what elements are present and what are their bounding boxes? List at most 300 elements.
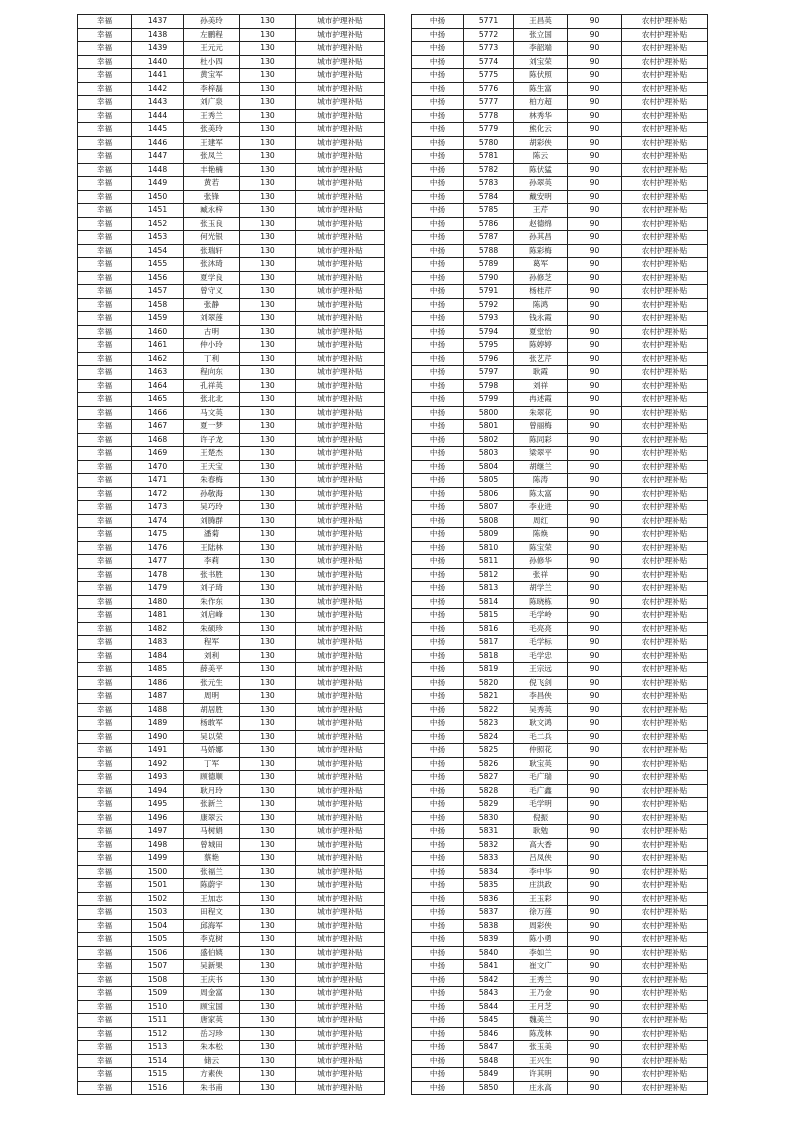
serial-number-cell: 1442 (132, 82, 184, 96)
name-cell: 耿宝英 (514, 757, 568, 771)
right-subsidy-table (411, 14, 708, 1095)
serial-number-cell: 1463 (132, 366, 184, 380)
table-row (412, 15, 708, 29)
serial-number-cell: 5778 (464, 109, 514, 123)
serial-number-cell: 5792 (464, 298, 514, 312)
subsidy-type-cell: 农村护理补贴 (622, 960, 708, 974)
table-row (412, 960, 708, 974)
name-cell: 孙修芝 (514, 271, 568, 285)
table-row (412, 514, 708, 528)
table-row (78, 244, 385, 258)
serial-number-cell: 1453 (132, 231, 184, 245)
area-cell: 中扬 (412, 163, 464, 177)
subsidy-type-cell: 农村护理补贴 (622, 1014, 708, 1028)
amount-cell: 130 (240, 487, 296, 501)
name-cell: 冉述霞 (514, 393, 568, 407)
subsidy-type-cell: 农村护理补贴 (622, 838, 708, 852)
subsidy-type-cell: 农村护理补贴 (622, 784, 708, 798)
amount-cell: 90 (568, 676, 622, 690)
serial-number-cell: 5786 (464, 217, 514, 231)
area-cell: 中扬 (412, 703, 464, 717)
area-cell: 幸福 (78, 514, 132, 528)
name-cell: 张福兰 (184, 865, 240, 879)
table-row (412, 879, 708, 893)
name-cell: 吴新果 (184, 960, 240, 974)
subsidy-type-cell: 农村护理补贴 (622, 298, 708, 312)
amount-cell: 130 (240, 150, 296, 164)
serial-number-cell: 5829 (464, 798, 514, 812)
amount-cell: 90 (568, 717, 622, 731)
amount-cell: 90 (568, 744, 622, 758)
subsidy-type-cell: 农村护理补贴 (622, 676, 708, 690)
area-cell: 中扬 (412, 717, 464, 731)
table-row (412, 1014, 708, 1028)
subsidy-type-cell: 农村护理补贴 (622, 109, 708, 123)
name-cell: 崔文广 (514, 960, 568, 974)
subsidy-type-cell: 城市护理补贴 (296, 96, 385, 110)
name-cell: 李梓磊 (184, 82, 240, 96)
subsidy-type-cell: 农村护理补贴 (622, 730, 708, 744)
serial-number-cell: 5783 (464, 177, 514, 191)
area-cell: 幸福 (78, 663, 132, 677)
table-row (412, 96, 708, 110)
serial-number-cell: 5821 (464, 690, 514, 704)
area-cell: 幸福 (78, 339, 132, 353)
serial-number-cell: 5842 (464, 973, 514, 987)
subsidy-type-cell: 城市护理补贴 (296, 271, 385, 285)
serial-number-cell: 1507 (132, 960, 184, 974)
subsidy-type-cell: 城市护理补贴 (296, 744, 385, 758)
subsidy-type-cell: 农村护理补贴 (622, 217, 708, 231)
subsidy-type-cell: 城市护理补贴 (296, 622, 385, 636)
amount-cell: 90 (568, 42, 622, 56)
table-row (412, 663, 708, 677)
subsidy-type-cell: 农村护理补贴 (622, 555, 708, 569)
amount-cell: 90 (568, 528, 622, 542)
amount-cell: 90 (568, 771, 622, 785)
name-cell: 朱书甫 (184, 1081, 240, 1095)
area-cell: 中扬 (412, 892, 464, 906)
subsidy-type-cell: 农村护理补贴 (622, 933, 708, 947)
table-row (412, 892, 708, 906)
amount-cell: 130 (240, 474, 296, 488)
serial-number-cell: 1443 (132, 96, 184, 110)
table-row (78, 352, 385, 366)
amount-cell: 130 (240, 541, 296, 555)
amount-cell: 130 (240, 15, 296, 29)
table-row (412, 244, 708, 258)
amount-cell: 130 (240, 217, 296, 231)
name-cell: 梁翠平 (514, 447, 568, 461)
subsidy-type-cell: 农村护理补贴 (622, 136, 708, 150)
area-cell: 中扬 (412, 663, 464, 677)
table-row (78, 771, 385, 785)
name-cell: 陈茂林 (514, 1027, 568, 1041)
subsidy-type-cell: 农村护理补贴 (622, 1041, 708, 1055)
amount-cell: 130 (240, 447, 296, 461)
subsidy-type-cell: 城市护理补贴 (296, 973, 385, 987)
serial-number-cell: 5819 (464, 663, 514, 677)
name-cell: 薛美平 (184, 663, 240, 677)
table-row (412, 271, 708, 285)
name-cell: 王庆书 (184, 973, 240, 987)
table-row (412, 285, 708, 299)
table-row (78, 973, 385, 987)
table-row (412, 933, 708, 947)
amount-cell: 130 (240, 96, 296, 110)
amount-cell: 130 (240, 420, 296, 434)
table-row (78, 811, 385, 825)
name-cell: 周红 (514, 514, 568, 528)
area-cell: 中扬 (412, 433, 464, 447)
amount-cell: 130 (240, 690, 296, 704)
name-cell: 马树娟 (184, 825, 240, 839)
amount-cell: 130 (240, 177, 296, 191)
serial-number-cell: 5844 (464, 1000, 514, 1014)
amount-cell: 90 (568, 1081, 622, 1095)
subsidy-type-cell: 城市护理补贴 (296, 28, 385, 42)
serial-number-cell: 5804 (464, 460, 514, 474)
name-cell: 顾宝国 (184, 1000, 240, 1014)
area-cell: 幸福 (78, 838, 132, 852)
area-cell: 幸福 (78, 271, 132, 285)
table-row (78, 879, 385, 893)
table-row (78, 1014, 385, 1028)
area-cell: 幸福 (78, 501, 132, 515)
serial-number-cell: 1437 (132, 15, 184, 29)
serial-number-cell: 1516 (132, 1081, 184, 1095)
subsidy-type-cell: 城市护理补贴 (296, 852, 385, 866)
subsidy-type-cell: 农村护理补贴 (622, 487, 708, 501)
amount-cell: 130 (240, 784, 296, 798)
table-row (78, 298, 385, 312)
area-cell: 中扬 (412, 123, 464, 137)
table-row (412, 1041, 708, 1055)
amount-cell: 90 (568, 595, 622, 609)
area-cell: 幸福 (78, 703, 132, 717)
subsidy-type-cell: 城市护理补贴 (296, 609, 385, 623)
name-cell: 刘子琦 (184, 582, 240, 596)
name-cell: 曾丽梅 (514, 420, 568, 434)
table-row (78, 892, 385, 906)
amount-cell: 130 (240, 1081, 296, 1095)
area-cell: 中扬 (412, 906, 464, 920)
area-cell: 中扬 (412, 1041, 464, 1055)
serial-number-cell: 5827 (464, 771, 514, 785)
amount-cell: 130 (240, 352, 296, 366)
subsidy-type-cell: 农村护理补贴 (622, 1027, 708, 1041)
name-cell: 李如兰 (514, 946, 568, 960)
subsidy-type-cell: 农村护理补贴 (622, 744, 708, 758)
serial-number-cell: 5779 (464, 123, 514, 137)
amount-cell: 130 (240, 973, 296, 987)
name-cell: 孙美玲 (184, 15, 240, 29)
subsidy-type-cell: 城市护理补贴 (296, 258, 385, 272)
table-row (78, 366, 385, 380)
table-row (78, 28, 385, 42)
name-cell: 杜小四 (184, 55, 240, 69)
table-row (78, 825, 385, 839)
area-cell: 幸福 (78, 798, 132, 812)
area-cell: 中扬 (412, 636, 464, 650)
table-row (412, 906, 708, 920)
subsidy-type-cell: 城市护理补贴 (296, 136, 385, 150)
subsidy-type-cell: 城市护理补贴 (296, 325, 385, 339)
area-cell: 幸福 (78, 676, 132, 690)
amount-cell: 130 (240, 919, 296, 933)
table-row (412, 865, 708, 879)
area-cell: 幸福 (78, 919, 132, 933)
serial-number-cell: 1475 (132, 528, 184, 542)
amount-cell: 90 (568, 663, 622, 677)
amount-cell: 90 (568, 190, 622, 204)
table-row (412, 703, 708, 717)
amount-cell: 90 (568, 366, 622, 380)
table-row (412, 609, 708, 623)
serial-number-cell: 1503 (132, 906, 184, 920)
name-cell: 毛学明 (514, 798, 568, 812)
area-cell: 幸福 (78, 474, 132, 488)
name-cell: 曾守义 (184, 285, 240, 299)
serial-number-cell: 5839 (464, 933, 514, 947)
area-cell: 中扬 (412, 649, 464, 663)
area-cell: 幸福 (78, 852, 132, 866)
subsidy-type-cell: 农村护理补贴 (622, 811, 708, 825)
serial-number-cell: 1493 (132, 771, 184, 785)
amount-cell: 130 (240, 811, 296, 825)
subsidy-type-cell: 城市护理补贴 (296, 906, 385, 920)
name-cell: 陈宝荣 (514, 541, 568, 555)
serial-number-cell: 5850 (464, 1081, 514, 1095)
serial-number-cell: 1514 (132, 1054, 184, 1068)
name-cell: 张新兰 (184, 798, 240, 812)
subsidy-type-cell: 农村护理补贴 (622, 609, 708, 623)
table-row (412, 433, 708, 447)
name-cell: 盛伯姨 (184, 946, 240, 960)
name-cell: 陈鸿 (514, 298, 568, 312)
subsidy-type-cell: 农村护理补贴 (622, 325, 708, 339)
amount-cell: 90 (568, 960, 622, 974)
amount-cell: 90 (568, 906, 622, 920)
amount-cell: 90 (568, 1014, 622, 1028)
serial-number-cell: 5795 (464, 339, 514, 353)
name-cell: 方素侠 (184, 1068, 240, 1082)
amount-cell: 130 (240, 123, 296, 137)
table-row (78, 501, 385, 515)
area-cell: 中扬 (412, 582, 464, 596)
name-cell: 徐万莲 (514, 906, 568, 920)
serial-number-cell: 5803 (464, 447, 514, 461)
subsidy-type-cell: 城市护理补贴 (296, 811, 385, 825)
serial-number-cell: 5771 (464, 15, 514, 29)
area-cell: 幸福 (78, 420, 132, 434)
amount-cell: 90 (568, 568, 622, 582)
name-cell: 田程文 (184, 906, 240, 920)
subsidy-type-cell: 农村护理补贴 (622, 690, 708, 704)
serial-number-cell: 1449 (132, 177, 184, 191)
serial-number-cell: 1465 (132, 393, 184, 407)
area-cell: 幸福 (78, 28, 132, 42)
serial-number-cell: 1485 (132, 663, 184, 677)
amount-cell: 130 (240, 393, 296, 407)
serial-number-cell: 5785 (464, 204, 514, 218)
serial-number-cell: 5794 (464, 325, 514, 339)
serial-number-cell: 5818 (464, 649, 514, 663)
area-cell: 幸福 (78, 352, 132, 366)
table-row (78, 1027, 385, 1041)
amount-cell: 90 (568, 892, 622, 906)
subsidy-type-cell: 城市护理补贴 (296, 298, 385, 312)
table-row (78, 96, 385, 110)
subsidy-type-cell: 城市护理补贴 (296, 568, 385, 582)
area-cell: 幸福 (78, 1068, 132, 1082)
serial-number-cell: 5831 (464, 825, 514, 839)
subsidy-type-cell: 城市护理补贴 (296, 1014, 385, 1028)
area-cell: 幸福 (78, 595, 132, 609)
subsidy-type-cell: 城市护理补贴 (296, 420, 385, 434)
name-cell: 马娇娜 (184, 744, 240, 758)
area-cell: 幸福 (78, 366, 132, 380)
area-cell: 幸福 (78, 892, 132, 906)
serial-number-cell: 1496 (132, 811, 184, 825)
serial-number-cell: 5787 (464, 231, 514, 245)
serial-number-cell: 5834 (464, 865, 514, 879)
amount-cell: 90 (568, 811, 622, 825)
amount-cell: 130 (240, 987, 296, 1001)
area-cell: 幸福 (78, 150, 132, 164)
serial-number-cell: 5809 (464, 528, 514, 542)
serial-number-cell: 5846 (464, 1027, 514, 1041)
subsidy-type-cell: 城市护理补贴 (296, 312, 385, 326)
subsidy-type-cell: 城市护理补贴 (296, 730, 385, 744)
amount-cell: 130 (240, 595, 296, 609)
amount-cell: 130 (240, 271, 296, 285)
area-cell: 中扬 (412, 676, 464, 690)
name-cell: 仲小玲 (184, 339, 240, 353)
area-cell: 中扬 (412, 1000, 464, 1014)
amount-cell: 90 (568, 825, 622, 839)
table-row (78, 919, 385, 933)
serial-number-cell: 1508 (132, 973, 184, 987)
area-cell: 中扬 (412, 474, 464, 488)
amount-cell: 90 (568, 946, 622, 960)
table-row (412, 501, 708, 515)
area-cell: 中扬 (412, 69, 464, 83)
serial-number-cell: 1497 (132, 825, 184, 839)
serial-number-cell: 1486 (132, 676, 184, 690)
area-cell: 幸福 (78, 109, 132, 123)
area-cell: 幸福 (78, 1000, 132, 1014)
amount-cell: 90 (568, 69, 622, 83)
serial-number-cell: 1468 (132, 433, 184, 447)
name-cell: 王元元 (184, 42, 240, 56)
name-cell: 邱海军 (184, 919, 240, 933)
serial-number-cell: 5811 (464, 555, 514, 569)
area-cell: 幸福 (78, 960, 132, 974)
serial-number-cell: 5838 (464, 919, 514, 933)
subsidy-type-cell: 农村护理补贴 (622, 825, 708, 839)
table-row (412, 676, 708, 690)
table-row (412, 555, 708, 569)
subsidy-type-cell: 城市护理补贴 (296, 69, 385, 83)
table-row (78, 258, 385, 272)
subsidy-type-cell: 农村护理补贴 (622, 636, 708, 650)
serial-number-cell: 1506 (132, 946, 184, 960)
serial-number-cell: 1459 (132, 312, 184, 326)
amount-cell: 130 (240, 406, 296, 420)
amount-cell: 90 (568, 15, 622, 29)
name-cell: 顾德顺 (184, 771, 240, 785)
serial-number-cell: 5817 (464, 636, 514, 650)
name-cell: 王芹 (514, 204, 568, 218)
subsidy-type-cell: 城市护理补贴 (296, 919, 385, 933)
area-cell: 中扬 (412, 1054, 464, 1068)
name-cell: 朱本松 (184, 1041, 240, 1055)
area-cell: 中扬 (412, 987, 464, 1001)
table-row (412, 852, 708, 866)
area-cell: 幸福 (78, 298, 132, 312)
amount-cell: 130 (240, 798, 296, 812)
name-cell: 何光银 (184, 231, 240, 245)
table-row (78, 69, 385, 83)
serial-number-cell: 5822 (464, 703, 514, 717)
name-cell: 陈生富 (514, 82, 568, 96)
name-cell: 张沐琦 (184, 258, 240, 272)
subsidy-type-cell: 城市护理补贴 (296, 771, 385, 785)
area-cell: 中扬 (412, 784, 464, 798)
area-cell: 幸福 (78, 690, 132, 704)
table-row (78, 150, 385, 164)
amount-cell: 90 (568, 933, 622, 947)
table-row (78, 568, 385, 582)
table-row (412, 649, 708, 663)
table-row (78, 271, 385, 285)
area-cell: 幸福 (78, 123, 132, 137)
serial-number-cell: 5807 (464, 501, 514, 515)
serial-number-cell: 1510 (132, 1000, 184, 1014)
subsidy-type-cell: 城市护理补贴 (296, 960, 385, 974)
name-cell: 潘菊 (184, 528, 240, 542)
table-row (412, 406, 708, 420)
serial-number-cell: 1470 (132, 460, 184, 474)
name-cell: 倪飞剑 (514, 676, 568, 690)
table-row (412, 258, 708, 272)
name-cell: 丰艳楠 (184, 163, 240, 177)
subsidy-type-cell: 农村护理补贴 (622, 379, 708, 393)
serial-number-cell: 1454 (132, 244, 184, 258)
area-cell: 中扬 (412, 865, 464, 879)
amount-cell: 130 (240, 946, 296, 960)
subsidy-type-cell: 城市护理补贴 (296, 798, 385, 812)
serial-number-cell: 1460 (132, 325, 184, 339)
subsidy-type-cell: 农村护理补贴 (622, 163, 708, 177)
subsidy-type-cell: 农村护理补贴 (622, 393, 708, 407)
amount-cell: 90 (568, 622, 622, 636)
subsidy-type-cell: 农村护理补贴 (622, 1068, 708, 1082)
name-cell: 王昌英 (514, 15, 568, 29)
serial-number-cell: 5788 (464, 244, 514, 258)
area-cell: 幸福 (78, 285, 132, 299)
table-row (412, 460, 708, 474)
amount-cell: 90 (568, 838, 622, 852)
name-cell: 王楚杰 (184, 447, 240, 461)
table-row (78, 838, 385, 852)
subsidy-type-cell: 农村护理补贴 (622, 1081, 708, 1095)
table-row (78, 325, 385, 339)
area-cell: 幸福 (78, 217, 132, 231)
table-row (412, 784, 708, 798)
table-row (78, 987, 385, 1001)
